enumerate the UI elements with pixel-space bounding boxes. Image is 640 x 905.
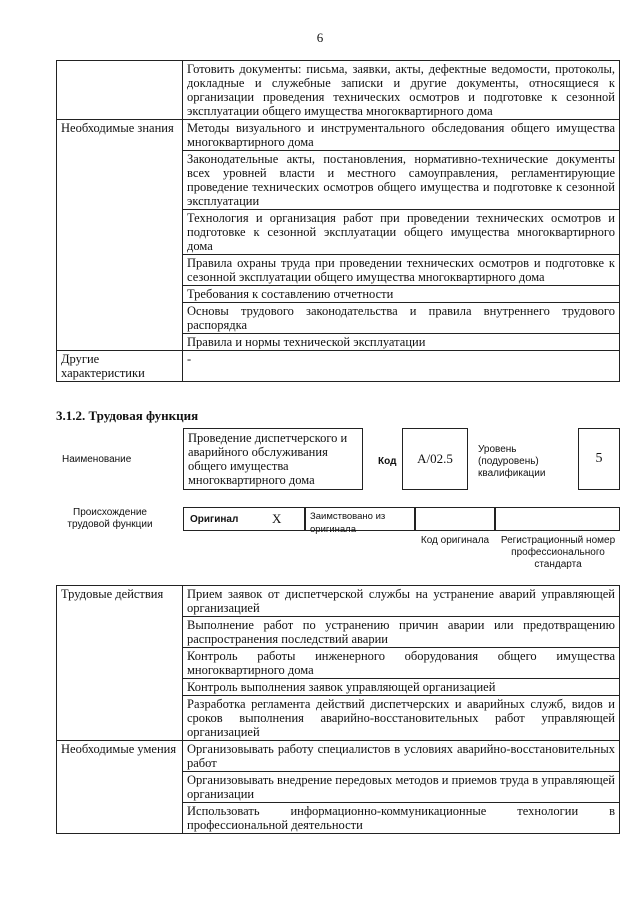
row-label-skills: Необходимые умения <box>56 741 183 833</box>
level-box: 5 <box>578 428 620 490</box>
table-cell: Организовывать работу специалистов в условиях аварийно-восстановительных работ <box>183 741 619 772</box>
original-label: Оригинал <box>190 514 239 525</box>
table-row <box>56 351 620 382</box>
original-code-box <box>415 507 495 531</box>
original-box <box>183 507 305 531</box>
table-cell: Требования к составлению отчетности <box>183 286 619 303</box>
reg-number-box <box>495 507 620 531</box>
borrowed-label: Заимствовано из оригинала <box>310 511 386 535</box>
code-original-caption: Код оригинала <box>420 535 490 546</box>
function-name-box: Проведение диспетчерского и аварийного обслуживания общего имущества многоквартирного дома <box>183 428 363 490</box>
name-label: Наименование <box>62 454 132 465</box>
code-label: Код <box>378 456 397 467</box>
table-cell: Использовать информационно-коммуникационные технологии в профессиональной деятельности <box>187 804 615 832</box>
row-label-other: Другие характеристики <box>56 351 183 381</box>
table-cell: Контроль выполнения заявок управляющей организацией <box>183 679 619 696</box>
table-cell: Разработка регламента действий диспетчерских и аварийных служб, видов и сроков выполнения аварийно-восстановительных работ управляющей организацией <box>187 697 615 739</box>
section-title: 3.1.2. Трудовая функция <box>56 408 199 423</box>
table-cell: Организовывать внедрение передовых методов и приемов труда в управляющей организации <box>183 772 619 803</box>
table-cell: Правила и нормы технической эксплуатации <box>187 335 426 349</box>
table-cell: Контроль работы инженерного оборудования общего имущества многоквартирного дома <box>183 648 619 679</box>
level-label: Уровень (подуровень) квалификации <box>478 444 546 479</box>
origin-label: Происхождение трудовой функции <box>67 507 153 530</box>
original-mark: X <box>272 511 282 526</box>
row-label-actions: Трудовые действия <box>56 586 183 740</box>
table-cell: Готовить документы: письма, заявки, акты, дефектные ведомости, протоколы, докладные и служебные записки и другие документы, относящиеся к организации проведения технических осмотров и подготовке к сезонной эксплуатации общего имущества многоквартирного дома <box>187 62 615 118</box>
table-cell: Основы трудового законодательства и правила внутреннего трудового распорядка <box>183 303 619 334</box>
code-box: А/02.5 <box>402 428 468 490</box>
table-row <box>56 120 620 351</box>
table-row <box>56 61 620 120</box>
table-row <box>56 586 620 741</box>
page-number: 6 <box>316 30 324 45</box>
borrowed-box <box>305 507 415 535</box>
table-cell: Правила охраны труда при проведении технических осмотров и подготовке к сезонной эксплуатации общего имущества многоквартирного дома <box>183 255 619 286</box>
table-cell: Законодательные акты, постановления, нормативно-технические документы всех уровней власти и местного самоуправления, регламентирующие проведение технических осмотров общего имущества и подготовке к сезонной эксплуатации <box>183 151 619 210</box>
row-label-knowledge: Необходимые знания <box>56 120 183 350</box>
table-cell: Технология и организация работ при проведении технических осмотров и подготовке к сезонной эксплуатации общего имущества многоквартирного дома <box>183 210 619 255</box>
reg-number-caption: Регистрационный номер профессионального стандарта <box>500 535 616 570</box>
table-cell: Методы визуального и инструментального обследования общего имущества многоквартирного дома <box>183 120 619 151</box>
table-cell: Выполнение работ по устранению причин аварии или предотвращению распространения последствий аварии <box>183 617 619 648</box>
table-cell: - <box>187 352 192 366</box>
bottom-table <box>56 585 620 834</box>
table-row <box>56 741 620 834</box>
row-label-empty <box>56 61 183 119</box>
table-cell: Прием заявок от диспетчерской службы на устранение аварий управляющей организацией <box>183 586 619 617</box>
top-table <box>56 60 620 382</box>
